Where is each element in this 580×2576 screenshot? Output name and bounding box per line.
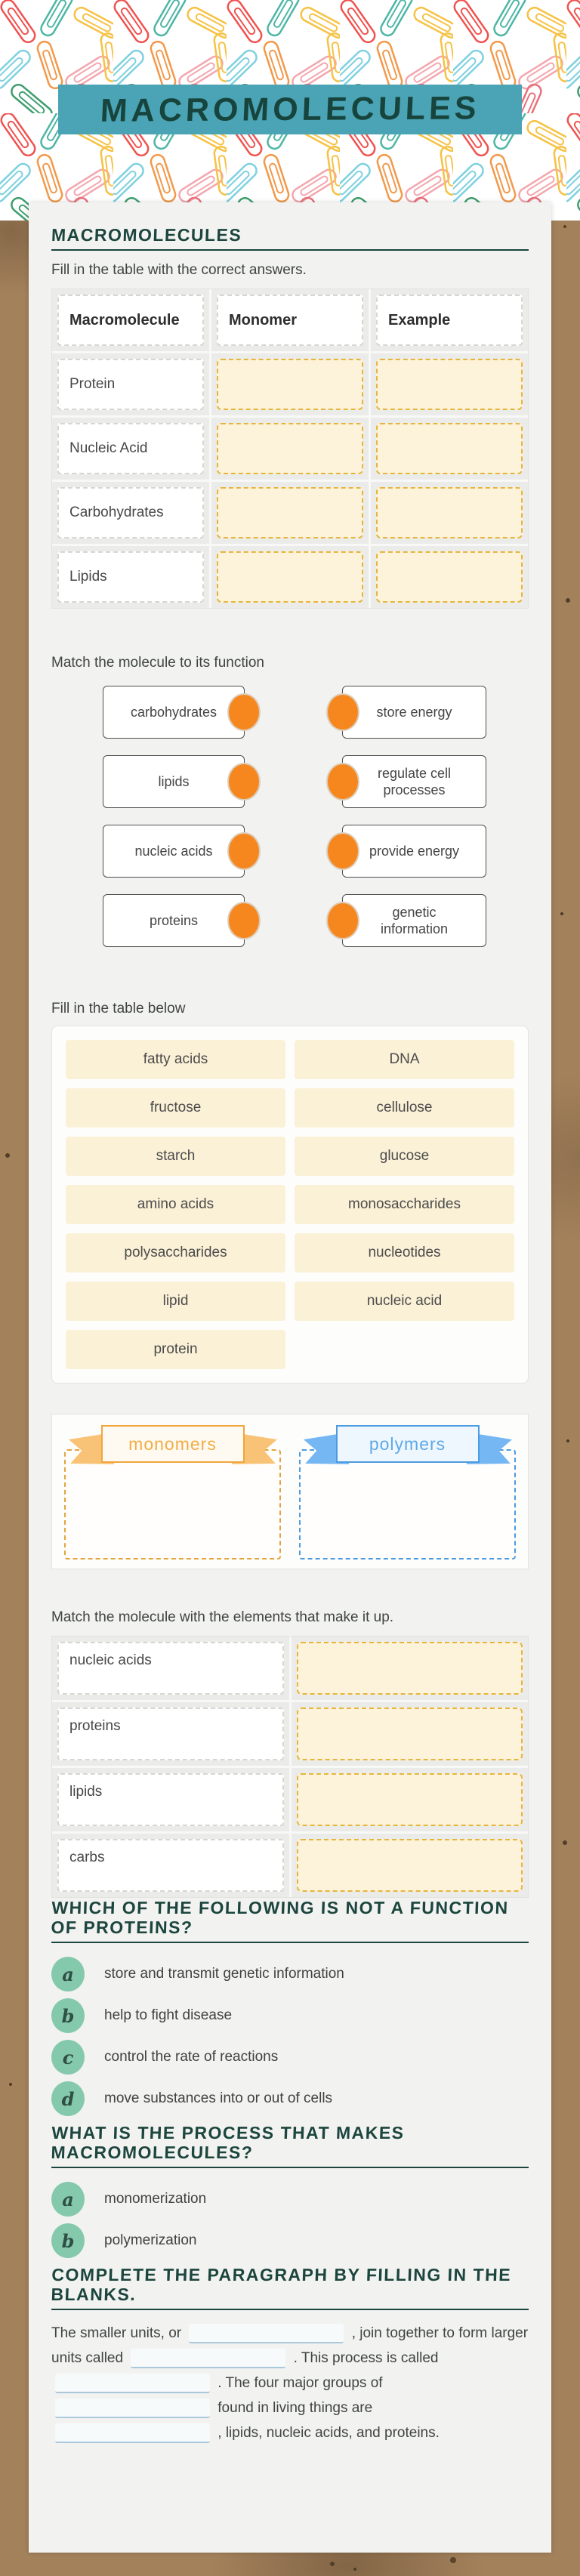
match-row	[51, 755, 529, 808]
mc2-options	[51, 2182, 529, 2258]
connector-dot-icon[interactable]	[326, 763, 359, 801]
sort-buckets	[51, 1414, 529, 1569]
connector-dot-icon[interactable]	[227, 902, 261, 939]
polymers-dropzone[interactable]	[299, 1449, 516, 1559]
word-chip-starch[interactable]: starch	[66, 1137, 285, 1176]
option-letter-badge[interactable]: a	[51, 2182, 85, 2217]
monomers-ribbon-icon	[101, 1425, 245, 1463]
mc2-question: WHAT IS THE PROCESS THAT MAKES MACROMOLECULES?	[51, 2123, 406, 2162]
answer-box-nucleic-monomer[interactable]	[217, 423, 363, 474]
word-sort-prompt: Fill in the table below	[51, 1001, 186, 1017]
polymers-label: polymers	[336, 1425, 480, 1463]
heading-rule	[51, 2309, 529, 2310]
row-label-lipids2: lipids	[57, 1773, 284, 1826]
match-row	[51, 894, 529, 947]
word-chip-polysaccharides[interactable]: polysaccharides	[66, 1233, 285, 1273]
mc1-option-c[interactable]: c control the rate of reactions	[51, 2040, 529, 2075]
match-left-proteins[interactable]: proteins	[103, 894, 245, 947]
word-chip-monosaccharides[interactable]: monosaccharides	[295, 1185, 514, 1224]
heading-rule	[51, 1942, 529, 1943]
match-row	[51, 825, 529, 878]
monomers-bucket	[61, 1425, 284, 1561]
paragraph-blank-2[interactable]	[131, 2349, 285, 2368]
option-letter-badge[interactable]: b	[51, 2223, 85, 2258]
answer-box-nucleic-elements[interactable]	[297, 1642, 523, 1695]
mc2-option-b[interactable]: b polymerization	[51, 2223, 529, 2258]
match-left-carbohydrates[interactable]: carbohydrates	[103, 686, 245, 739]
word-bank	[51, 1026, 529, 1384]
row-label-nucleic-acids: nucleic acids	[57, 1642, 284, 1695]
row-label-carbs: carbs	[57, 1839, 284, 1892]
match-row	[51, 686, 529, 739]
word-chip-fructose[interactable]: fructose	[66, 1088, 285, 1128]
answer-box-proteins-elements[interactable]	[297, 1708, 523, 1760]
match-function-area	[51, 686, 529, 947]
option-letter-badge[interactable]: b	[51, 1998, 85, 2033]
row-label-proteins: proteins	[57, 1708, 284, 1760]
mc1-question: WHICH OF THE FOLLOWING IS NOT A FUNCTION OF PROTEINS?	[51, 1898, 510, 1937]
paragraph-blank-4[interactable]	[55, 2399, 210, 2418]
answer-box-lipids-example[interactable]	[376, 551, 523, 603]
answer-box-carbs-monomer[interactable]	[217, 487, 363, 538]
row-label-carbohydrates: Carbohydrates	[57, 487, 204, 538]
option-letter-badge[interactable]: d	[51, 2081, 85, 2116]
paragraph-blank-1[interactable]	[189, 2324, 344, 2343]
worksheet-card	[29, 202, 551, 2553]
match-right-regulate-cell-processes[interactable]: regulate cell processes	[342, 755, 486, 808]
macromolecule-table	[51, 288, 529, 609]
connector-dot-icon[interactable]	[326, 902, 359, 939]
answer-box-protein-example[interactable]	[376, 359, 523, 410]
cloze-paragraph: The smaller units, or , join together to form larger units called . This process is called . The four major groups of found in living things are , lipids, nucleic acids, and proteins.	[51, 2321, 529, 2445]
connector-dot-icon[interactable]	[227, 763, 261, 801]
paragraph-heading: COMPLETE THE PARAGRAPH BY FILLING IN THE BLANKS.	[51, 2265, 512, 2304]
section-heading-macromolecules: MACROMOLECULES	[51, 225, 242, 245]
match-right-genetic-information[interactable]: genetic information	[342, 894, 486, 947]
row-label-nucleic-acid: Nucleic Acid	[57, 423, 204, 474]
answer-box-lipids-monomer[interactable]	[217, 551, 363, 603]
mc2-option-a[interactable]: a monomerization	[51, 2182, 529, 2217]
mc1-option-b[interactable]: b help to fight disease	[51, 1998, 529, 2033]
heading-rule	[51, 249, 529, 251]
monomers-label: monomers	[101, 1425, 245, 1463]
paragraph-blank-5[interactable]	[55, 2423, 210, 2443]
option-letter-badge[interactable]: a	[51, 1957, 85, 1991]
mc1-options	[51, 1957, 529, 2116]
option-letter-badge[interactable]: c	[51, 2040, 85, 2075]
match-elements-prompt: Match the molecule with the elements that make it up.	[51, 1609, 394, 1625]
worksheet-title: MACROMOLECULES	[99, 89, 481, 129]
answer-box-protein-monomer[interactable]	[217, 359, 363, 410]
table-header-monomer: Monomer	[217, 295, 363, 346]
paragraph-blank-3[interactable]	[55, 2374, 210, 2393]
answer-box-nucleic-example[interactable]	[376, 423, 523, 474]
table-header-example: Example	[376, 295, 523, 346]
word-chip-fatty-acids[interactable]: fatty acids	[66, 1040, 285, 1079]
word-chip-cellulose[interactable]: cellulose	[295, 1088, 514, 1128]
connector-dot-icon[interactable]	[326, 693, 359, 731]
table-question-prompt: Fill in the table with the correct answers.	[51, 262, 307, 278]
connector-dot-icon[interactable]	[227, 832, 261, 870]
word-chip-glucose[interactable]: glucose	[295, 1137, 514, 1176]
word-chip-lipid[interactable]: lipid	[66, 1282, 285, 1321]
worksheet-header	[0, 0, 580, 221]
polymers-ribbon-icon	[336, 1425, 480, 1463]
connector-dot-icon[interactable]	[326, 832, 359, 870]
mc1-option-a[interactable]: a store and transmit genetic information	[51, 1957, 529, 1991]
row-label-lipids: Lipids	[57, 551, 204, 603]
monomers-dropzone[interactable]	[64, 1449, 281, 1559]
heading-rule	[51, 2167, 529, 2168]
word-chip-dna[interactable]: DNA	[295, 1040, 514, 1079]
row-label-protein: Protein	[57, 359, 204, 410]
word-chip-nucleotides[interactable]: nucleotides	[295, 1233, 514, 1273]
polymers-bucket	[296, 1425, 519, 1561]
elements-table	[51, 1636, 529, 1898]
answer-box-carbs-example[interactable]	[376, 487, 523, 538]
match-right-store-energy[interactable]: store energy	[342, 686, 486, 739]
match-left-nucleic-acids[interactable]: nucleic acids	[103, 825, 245, 878]
table-header-macromolecule: Macromolecule	[57, 295, 204, 346]
connector-dot-icon[interactable]	[227, 693, 261, 731]
word-chip-protein[interactable]: protein	[66, 1330, 285, 1369]
answer-box-lipids-elements[interactable]	[297, 1773, 523, 1826]
match-function-prompt: Match the molecule to its function	[51, 655, 264, 671]
mc1-option-d[interactable]: d move substances into or out of cells	[51, 2081, 529, 2116]
word-chip-nucleic-acid[interactable]: nucleic acid	[295, 1282, 514, 1321]
answer-box-carbs-elements[interactable]	[297, 1839, 523, 1892]
title-banner	[58, 85, 522, 134]
match-right-provide-energy[interactable]: provide energy	[342, 825, 486, 878]
word-chip-amino-acids[interactable]: amino acids	[66, 1185, 285, 1224]
match-left-lipids[interactable]: lipids	[103, 755, 245, 808]
